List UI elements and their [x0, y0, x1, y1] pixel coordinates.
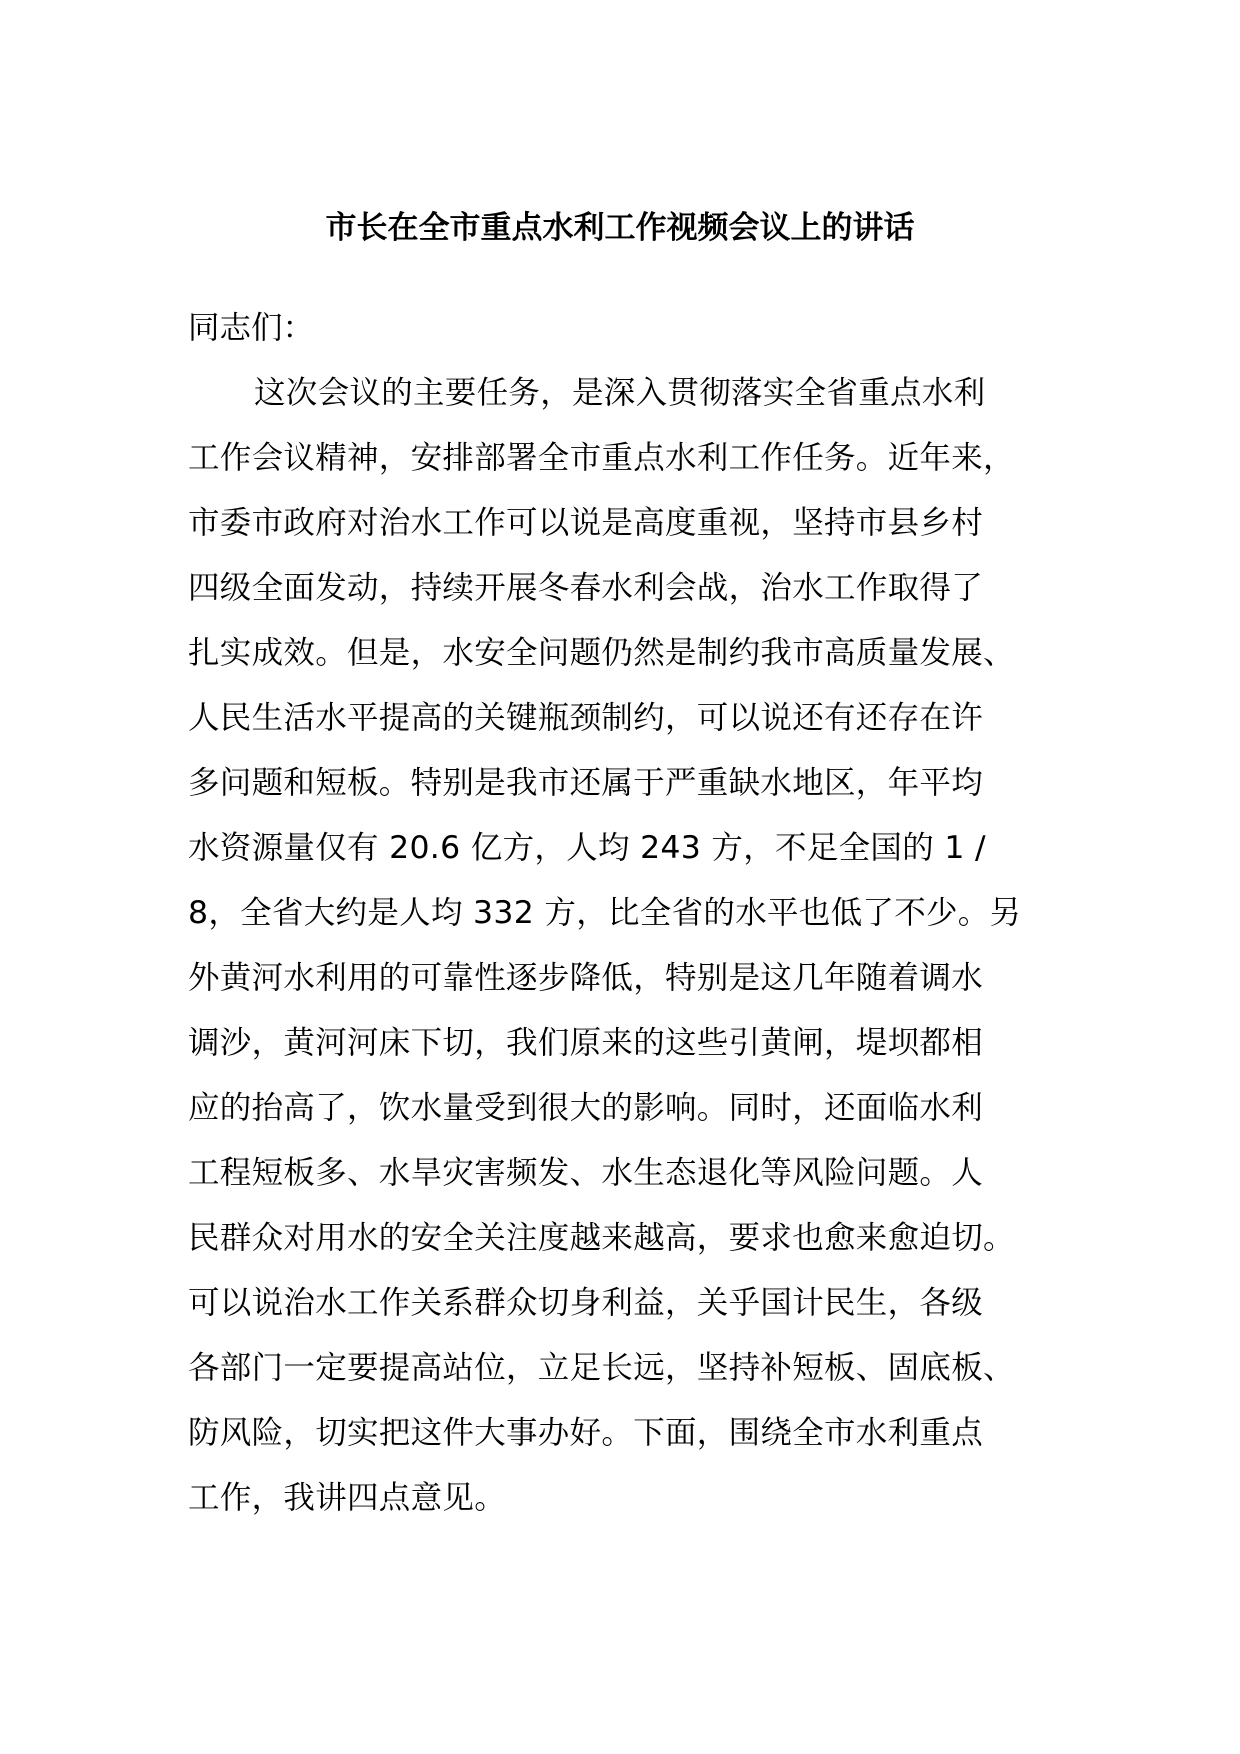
paragraph-line: 这次会议的主要任务，是深入贯彻落实全省重点水利 [254, 375, 986, 411]
paragraph-line: 四级全面发动，持续开展冬春水利会战，治水工作取得了 [188, 570, 984, 606]
paragraph-line: 多问题和短板。特别是我市还属于严重缺水地区，年平均 [188, 765, 984, 801]
paragraph-line: 外黄河水利用的可靠性逐步降低，特别是这几年随着调水 [188, 960, 984, 996]
paragraph-line: 8，全省大约是人均 332 方，比全省的水平也低了不少。另 [188, 895, 1022, 931]
paragraph-line: 工程短板多、水旱灾害频发、水生态退化等风险问题。人 [188, 1155, 984, 1191]
paragraph-line: 工作，我讲四点意见。 [188, 1480, 507, 1516]
paragraph-line: 水资源量仅有 20.6 亿方，人均 243 方，不足全国的 1 / [188, 830, 986, 866]
paragraph-line: 各部门一定要提高站位，立足长远，坚持补短板、固底板、 [188, 1350, 1015, 1386]
paragraph-line: 扎实成效。但是，水安全问题仍然是制约我市高质量发展、 [188, 635, 1015, 671]
paragraph-line: 可以说治水工作关系群众切身利益，关乎国计民生，各级 [188, 1285, 984, 1321]
salutation: 同志们： [188, 310, 315, 346]
paragraph-line: 防风险，切实把这件大事办好。下面，围绕全市水利重点 [188, 1415, 984, 1451]
document-title: 市长在全市重点水利工作视频会议上的讲话 [325, 210, 915, 246]
paragraph-line: 人民生活水平提高的关键瓶颈制约，可以说还有还存在许 [188, 700, 984, 736]
paragraph-line: 调沙，黄河河床下切，我们原来的这些引黄闸，堤坝都相 [188, 1025, 984, 1061]
paragraph-line: 应的抬高了，饮水量受到很大的影响。同时，还面临水利 [188, 1090, 984, 1126]
paragraph-line: 工作会议精神，安排部署全市重点水利工作任务。近年来， [188, 440, 1015, 476]
paragraph-line: 民群众对用水的安全关注度越来越高，要求也愈来愈迫切。 [188, 1220, 1015, 1256]
paragraph-line: 市委市政府对治水工作可以说是高度重视，坚持市县乡村 [188, 505, 984, 541]
body-paragraph [188, 371, 1088, 1541]
